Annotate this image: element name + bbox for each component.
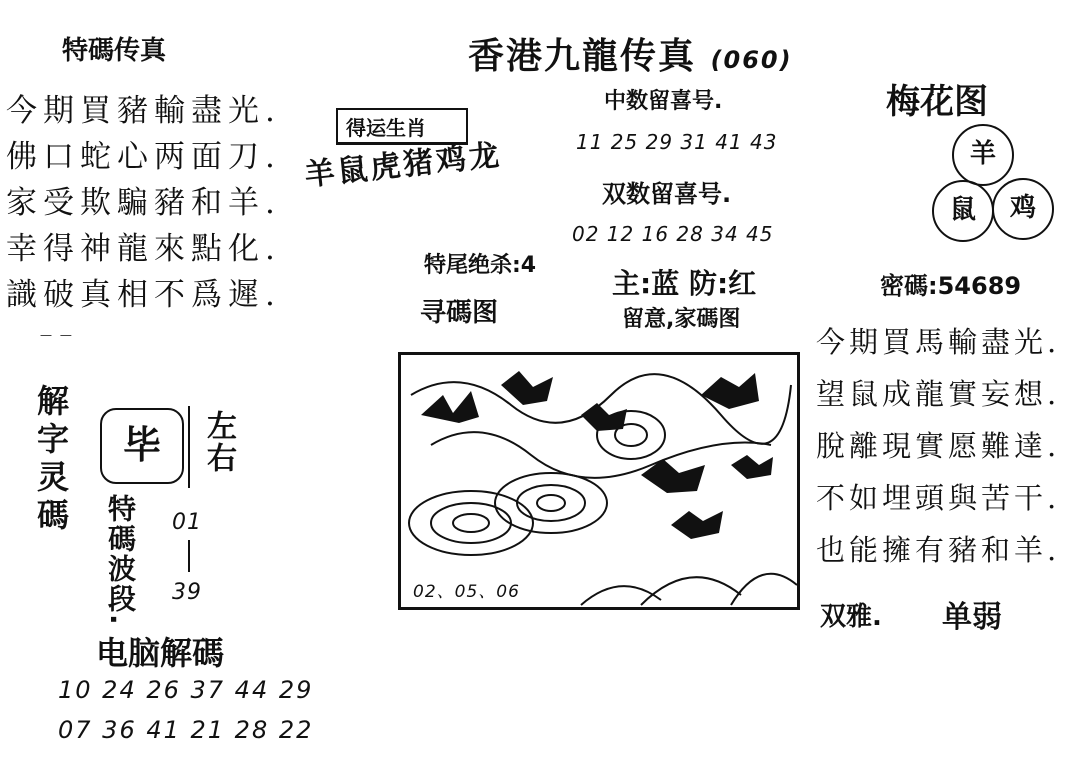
poem-line: 脫離現實愿難達.	[816, 429, 1061, 463]
single-numbers: 11 25 29 31 41 43	[576, 130, 778, 154]
range-from: 01	[172, 510, 202, 535]
decode-side: 左右	[201, 410, 236, 474]
page-title	[468, 28, 793, 79]
seek-code-label: 寻碼图	[420, 298, 499, 328]
poem-line: 識破真相不爲遲.	[6, 277, 281, 313]
lucky-label: 得运生肖	[346, 116, 426, 140]
plum-right-circle: 鸡	[992, 178, 1054, 240]
divider-dash: — —	[40, 328, 74, 342]
double-label: 双数留喜号.	[602, 180, 732, 208]
range-line	[188, 540, 190, 572]
computer-label: 电脑解碼	[96, 634, 225, 672]
poem-line: 不如埋頭與苦干.	[816, 481, 1061, 515]
wave-label: 特碼波段.	[104, 494, 137, 627]
poem-line: 望鼠成龍實妄想.	[816, 377, 1061, 411]
single-label: 中数留喜号.	[604, 89, 723, 114]
puzzle-picture	[398, 352, 800, 610]
title-text: 香港九龍传真	[468, 36, 697, 77]
plum-chart-title: 梅花图	[886, 82, 988, 122]
picture-numbers: 02、05、06	[413, 582, 520, 602]
left-poem	[6, 88, 281, 318]
decode-label: 解字灵碼	[32, 384, 70, 536]
double-numbers: 02 12 16 28 34 45	[572, 222, 774, 246]
plum-top-circle: 羊	[952, 124, 1014, 186]
secret-note: 留意,家碼图	[622, 307, 741, 332]
computer-row-1: 10 24 26 37 44 29	[58, 676, 314, 704]
left-title: 特碼传真	[62, 36, 167, 66]
double-hint: 双雅.	[820, 602, 882, 632]
decode-character-box: 毕	[100, 408, 184, 484]
poem-line: 家受欺騙豬和羊.	[6, 185, 281, 221]
sketch-illustration	[401, 355, 797, 607]
poem-line: 今期買豬輸盡光.	[6, 93, 281, 129]
lucky-zodiacs: 羊鼠虎猪鸡龙	[303, 137, 504, 194]
secret-code: 密碼:54689	[880, 272, 1022, 300]
issue-number: (060)	[710, 46, 793, 74]
poem-line: 也能擁有豬和羊.	[816, 533, 1061, 567]
range-to: 39	[172, 580, 202, 605]
poem-line: 幸得神龍來點化.	[6, 231, 281, 267]
poem-line: 佛口蛇心两面刀.	[6, 139, 281, 175]
color-note: 主:蓝 防:红	[612, 267, 757, 300]
tail-kill: 特尾绝杀:4	[424, 253, 537, 278]
right-poem	[816, 316, 1060, 576]
decode-divider	[188, 406, 190, 488]
single-hint: 单弱	[942, 600, 1002, 635]
computer-row-2: 07 36 41 21 28 22	[58, 716, 314, 744]
plum-left-circle: 鼠	[932, 180, 994, 242]
poem-line: 今期買馬輸盡光.	[816, 325, 1061, 359]
